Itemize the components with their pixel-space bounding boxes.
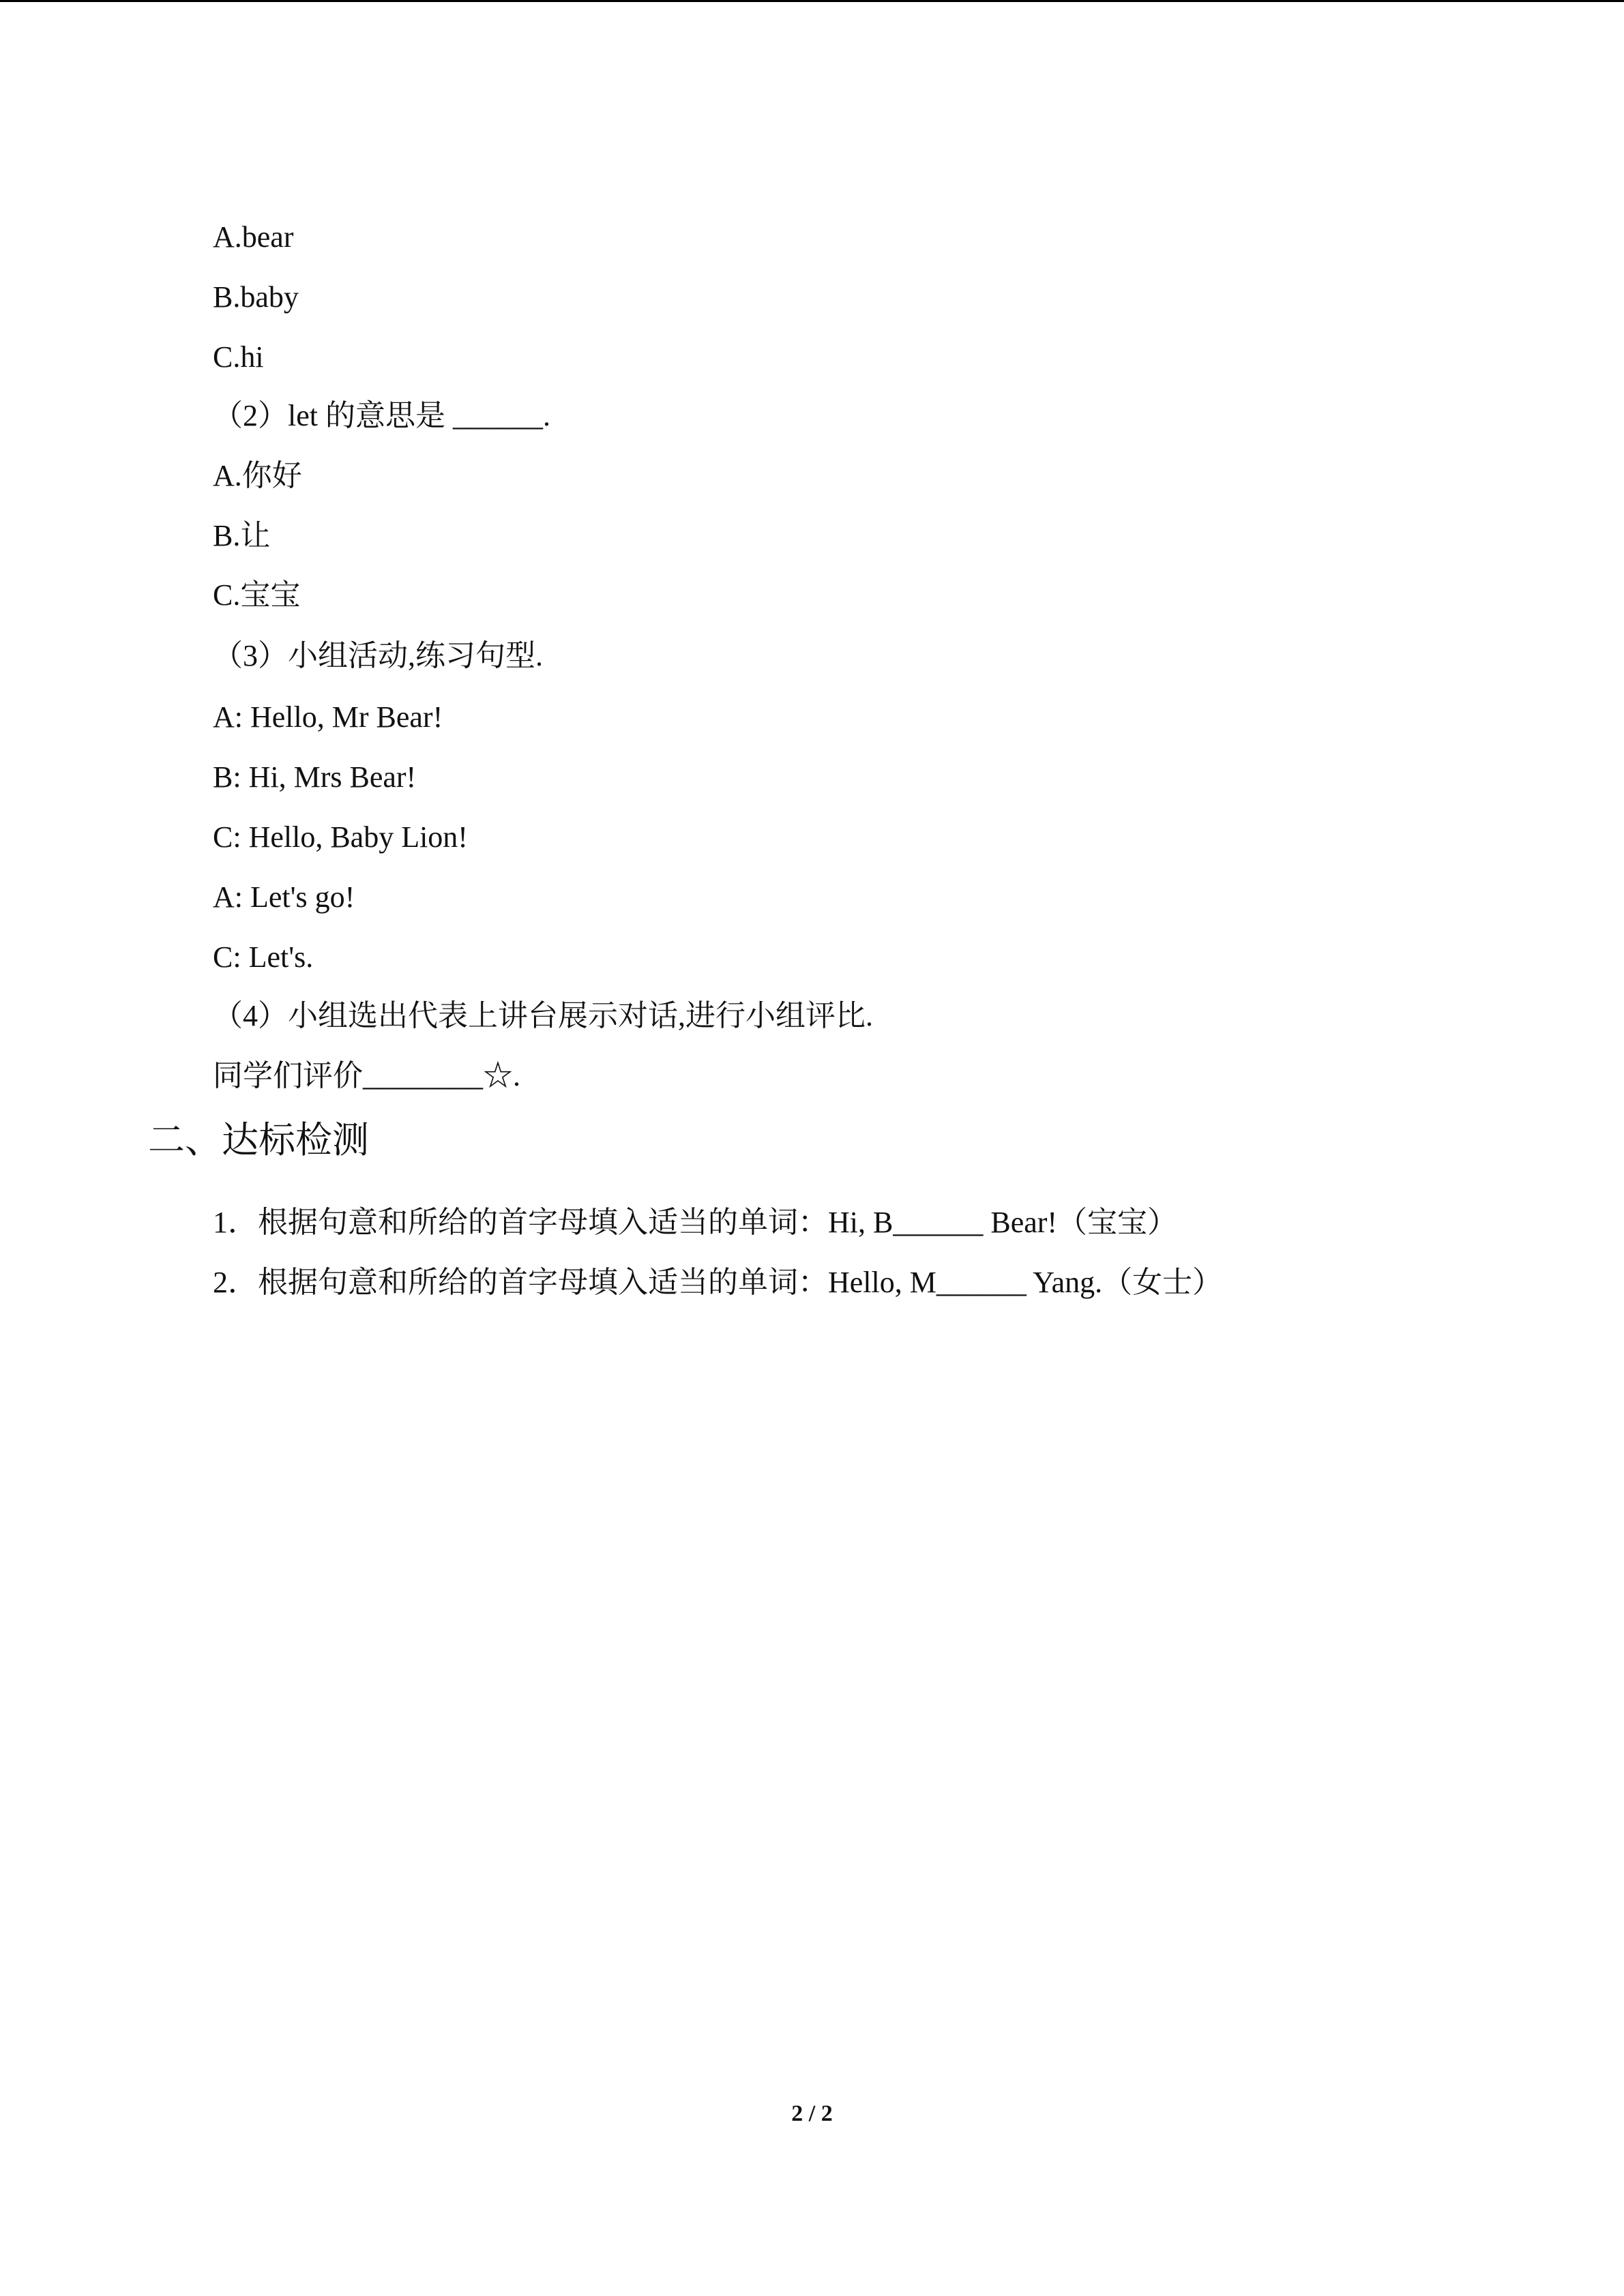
dialogue-line: C: Let's. (213, 940, 314, 974)
option-line: C.hi (213, 340, 264, 374)
top-border-rule (0, 0, 1624, 2)
question-line: （2）let 的意思是 ______. (213, 399, 550, 432)
page-number: 2 / 2 (791, 2101, 833, 2126)
evaluation-line: 同学们评价________☆. (213, 1059, 520, 1092)
option-line: A.bear (213, 220, 294, 254)
dialogue-line: C: Hello, Baby Lion! (213, 820, 468, 854)
question-line: （3）小组活动,练习句型. (213, 639, 543, 672)
option-line: A.你好 (213, 459, 302, 492)
section-heading: 二、达标检测 (148, 1120, 369, 1161)
option-line: B.让 (213, 519, 271, 552)
option-line: C.宝宝 (213, 578, 301, 612)
dialogue-line: B: Hi, Mrs Bear! (213, 760, 417, 794)
task-item: 1．根据句意和所给的首字母填入适当的单词：Hi, B______ Bear!（宝宝） (213, 1206, 1178, 1239)
dialogue-line: A: Let's go! (213, 880, 355, 914)
question-line: （4）小组选出代表上讲台展示对话,进行小组评比. (213, 999, 873, 1032)
task-item: 2．根据句意和所给的首字母填入适当的单词：Hello, M______ Yang.（女士） (213, 1266, 1223, 1299)
option-line: B.baby (213, 280, 299, 314)
dialogue-line: A: Hello, Mr Bear! (213, 700, 443, 734)
